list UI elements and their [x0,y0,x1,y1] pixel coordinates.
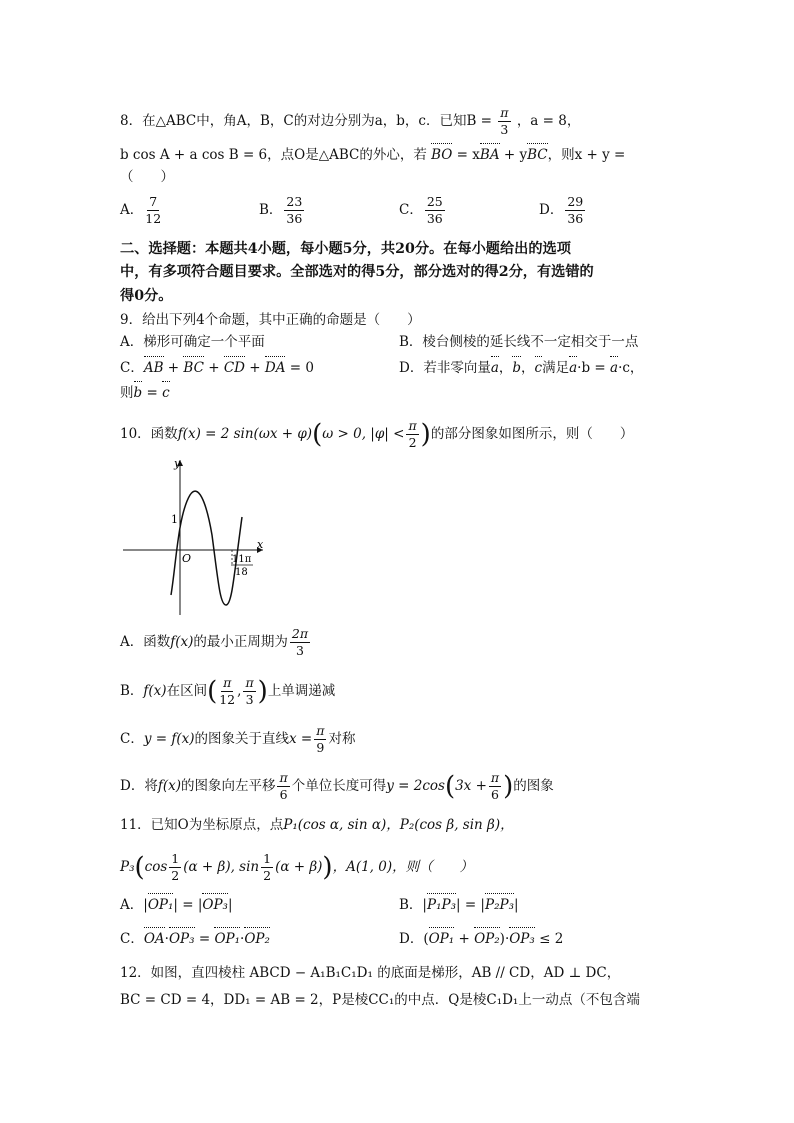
q10-option-c[interactable] [120,725,355,754]
option-math: f(x) [157,778,181,794]
q12-line2: BC = CD = 4，DD₁ = AB = 2，P是棱CC₁的中点．Q是棱C₁D₁上一动点（不包含端 [120,992,640,1008]
q11-d-tail: ≤ 2 [534,931,564,947]
q8-option-b[interactable] [259,196,306,225]
paren-close: ) [257,676,268,707]
q11-half: $\frac{1}{2}$ [263,851,272,883]
q9-option-d-cont [120,384,170,402]
q8-option-a[interactable] [120,196,163,225]
option-fraction: $\frac{29}{36}$ [567,194,584,226]
x-label: x [257,538,264,551]
option-text: 的图象关于直线 [194,731,290,747]
vector-op3: OP₃ [509,931,535,947]
q11-ab2: (α + β) [275,859,323,875]
option-label: C． [120,931,144,947]
section2-line1: 二、选择题：本题共4小题，每小题5分，共20分。在每小题给出的选项 [120,241,571,257]
option-math: y = f(x) [143,731,195,747]
q8-tail: ，则x + y = [547,147,626,163]
vector-ba: BA [479,147,500,163]
q10-cond-fraction: $\frac{\pi}{2}$ [408,418,417,450]
q10-function: f(x) = 2 sin(ωx + φ) [177,426,313,442]
q10-option-d[interactable] [120,772,554,801]
q11-tail: ，A(1, 0)，则（ ） [332,859,474,875]
option-text: 对称 [328,731,356,747]
paren-open: ( [134,852,145,883]
vector-a: a [569,360,578,376]
option-label: A． [120,897,144,913]
q10-graph [118,455,268,620]
vector-op2: OP₂ [474,931,500,947]
option-text: 的最小正周期为 [193,634,288,650]
vector-bc: BC [183,360,204,376]
q9-option-d[interactable]: D．若非零向量a，b，c满足a·b = a·c， [399,360,644,376]
q9-option-c[interactable]: C．AB + BC + CD + DA = 0 [120,360,314,376]
vector-op1: OP₁ [147,897,174,913]
vector-a: a [610,360,619,376]
q10-stem [120,420,633,449]
tick-numerator: 11π [232,554,252,565]
vector-op2: OP₂ [244,931,270,947]
option-math: 3x + [455,778,487,794]
vector-a: a [490,360,499,376]
vector-c: c [534,360,543,376]
option-fraction: $\frac{\pi}{12}$ [219,675,236,707]
q11-half: $\frac{1}{2}$ [171,851,180,883]
q8-a-value: ，a = 8， [516,113,581,129]
q9-option-b[interactable]: B．棱台侧棱的延长线不一定相交于一点 [399,334,639,350]
sine-curve [171,491,242,605]
option-text: 的图象 [513,778,554,794]
tick-denominator: 18 [235,567,248,578]
q11-cos: cos [144,859,168,875]
option-label: D． [539,202,564,218]
paren-open: ( [207,676,218,707]
option-text: 个单位长度可得 [291,778,387,794]
q12-line1: 12．如图，直四棱柱 ABCD − A₁B₁C₁D₁ 的底面是梯形，AB // CD，AD ⊥ DC， [120,965,621,981]
q11-option-d[interactable]: D．(OP₁ + OP₂)·OP₃ ≤ 2 [399,931,564,947]
option-text: 的图象向左平移 [180,778,276,794]
q8-eq1: = x [452,147,480,163]
section2-line3: 得0分。 [120,288,173,304]
option-text: A．函数 [120,634,171,650]
option-fraction: $\frac{7}{12}$ [145,194,162,226]
paren-open: ( [444,771,456,802]
option-math: x = [289,731,313,747]
q11-p3: P₃ [120,859,135,875]
option-text: 在区间 [166,683,208,699]
q8-paren: （ ） [120,169,174,185]
option-label: B． [259,202,283,218]
vector-op3: OP₃ [168,931,195,947]
vector-cd: CD [223,360,245,376]
option-label: C． [399,202,423,218]
q9-d-eq: ·b = [577,360,610,376]
vector-op1: OP₁ [214,931,241,947]
q9-stem: 9．给出下列4个命题，其中正确的命题是（ ） [120,312,421,328]
q11-line2 [120,853,473,882]
q10-condition: ω > 0, |φ| < [322,426,405,442]
q9-option-a[interactable]: A．梯形可确定一个平面 [120,334,265,350]
option-math: f(x) [170,634,194,650]
vector-b: b [133,385,143,401]
q8-line2 [120,146,625,164]
vector-b: b [512,360,522,376]
vector-oa: OA [143,931,165,947]
option-label: D． [399,931,424,947]
option-text: B． [120,683,144,699]
option-label: B． [399,897,423,913]
section2-line2: 中，有多项符合题目要求。全部选对的得5分，部分选对的得2分，有选错的 [120,264,594,280]
q11-option-c[interactable]: C．OA·OP₃ = OP₁·OP₂ [120,931,270,947]
q10-pre: 10．函数 [120,426,178,442]
vector-c: c [162,385,170,401]
q9-d-mid: 满足 [542,360,570,376]
q9-c-tail: = 0 [285,360,314,376]
paren-close: ) [420,419,431,450]
vector-bo: BO [431,147,453,163]
q8-eq2: + y [499,147,528,163]
q10-option-b[interactable]: B．f(x)在区间( $\frac{\pi}{12}$ , $\frac{\pi}{3}$ )上单调递减 [120,675,336,707]
vector-ab: AB [143,360,164,376]
vector-p1p3: P₁P₃ [426,897,456,913]
option-fraction: $\frac{2\pi}{3}$ [291,626,309,658]
option-text: 上单调递减 [267,683,336,699]
q8-condition: b cos A + a cos B = 6，点O是△ABC的外心，若 [120,147,427,163]
option-math: y = 2cos [386,778,445,794]
option-fraction: $\frac{\pi}{6}$ [490,770,500,802]
vector-op1: OP₁ [428,931,455,947]
vector-da: DA [264,360,286,376]
q11-ab: (α + β), sin [183,859,260,875]
q8-option-c[interactable] [399,196,447,225]
option-label: C． [120,360,144,376]
q11-option-a[interactable]: A．|OP₁| = |OP₃| [120,897,233,913]
option-math: f(x) [143,683,167,699]
paren-close: ) [503,771,514,802]
origin-label: O [182,552,192,565]
q11-text: 11．已知O为坐标原点，点 [120,817,284,833]
q9-d-eq2: ·c， [618,360,644,376]
option-fraction: $\frac{23}{36}$ [286,194,303,226]
y-label: y [174,457,181,470]
option-label: D．若非零向量 [399,360,491,376]
option-fraction: $\frac{\pi}{6}$ [279,770,288,802]
q10-post: 的部分图象如图所示，则（ ） [430,426,634,442]
q9-d2-eq: = [142,385,163,401]
one-label: 1 [171,513,178,526]
q8-option-d[interactable] [539,196,587,225]
option-text: C． [120,731,144,747]
vector-bc: BC [527,147,548,163]
paren-close: ) [322,852,333,883]
q11-option-b[interactable]: B．|P₁P₃| = |P₂P₃| [399,897,519,913]
q8-b-fraction: $\frac{\pi}{3}$ [500,105,509,137]
q9-d2-pre: 则 [120,385,134,401]
option-text: D．将 [120,778,158,794]
option-fraction: $\frac{\pi}{9}$ [316,723,325,755]
option-fraction: $\frac{\pi}{3}$ [245,675,254,707]
option-label: A． [120,202,144,218]
q8-text: 8．在△ABC中，角A，B，C的对边分别为a，b，c．已知B = [120,113,492,129]
q11-line1 [120,816,514,834]
vector-p2p3: P₂P₃ [484,897,514,913]
paren-open: ( [312,419,323,450]
q8-line1 [120,107,580,136]
q10-option-a[interactable] [120,628,312,657]
q11-points: P₁(cos α, sin α)，P₂(cos β, sin β)， [283,817,514,833]
option-fraction: $\frac{25}{36}$ [426,194,443,226]
vector-op3: OP₃ [202,897,228,913]
